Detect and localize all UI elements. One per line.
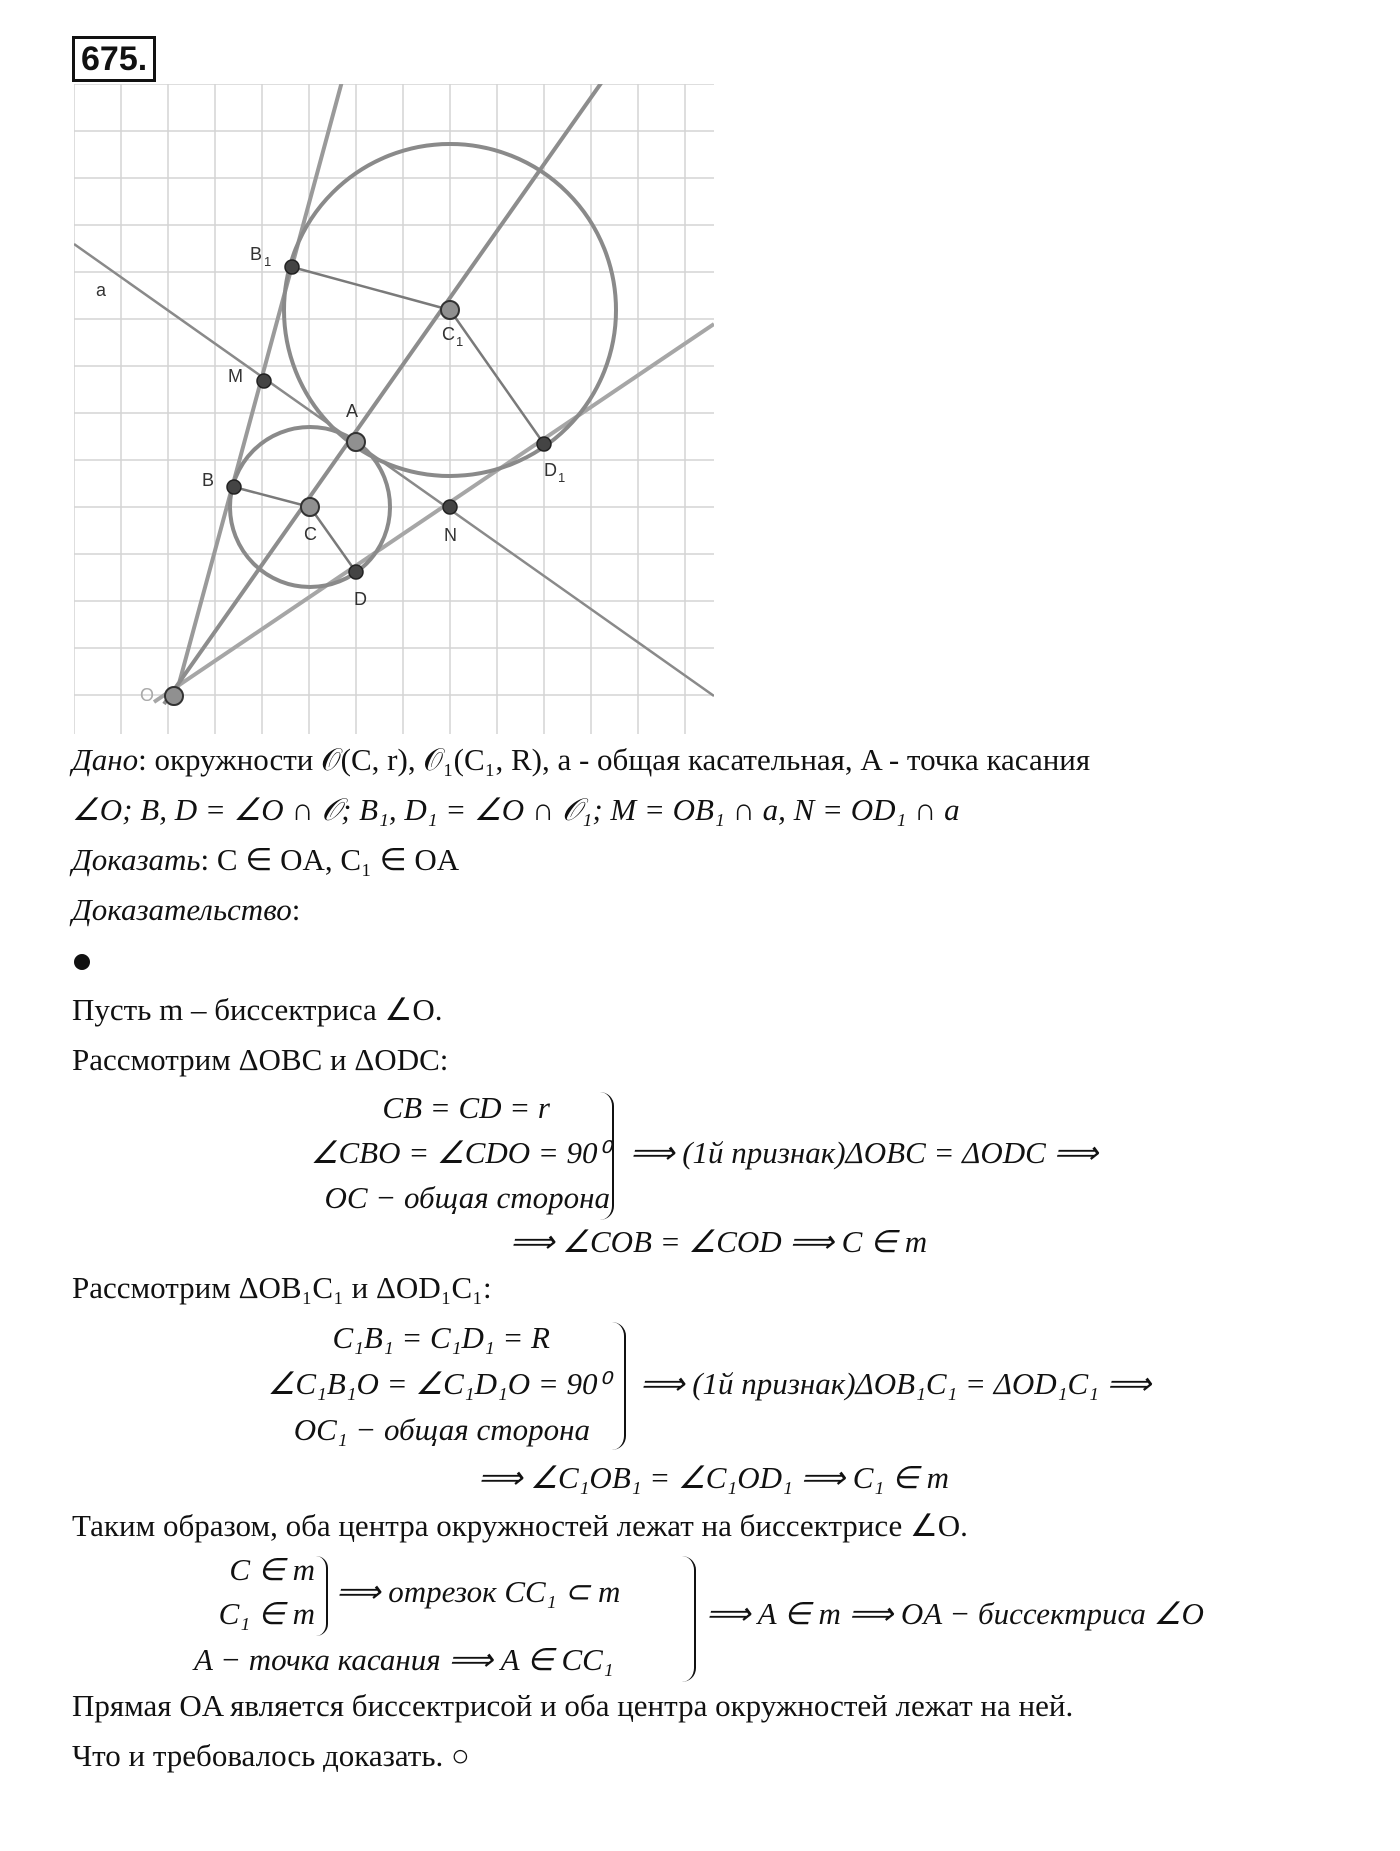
label-b: B — [202, 470, 215, 490]
point-b — [227, 480, 241, 494]
label-a-line: a — [96, 280, 107, 300]
problem-number: 675. — [72, 36, 156, 82]
point-d1 — [537, 437, 551, 451]
label-c: C — [304, 524, 317, 544]
prove-line — [72, 840, 459, 880]
label-d1-sub: 1 — [558, 470, 566, 485]
sys1-brace — [600, 1092, 614, 1220]
sys3-line-1: C ∈ m — [229, 1552, 315, 1587]
line-oc1-bisector — [164, 84, 604, 704]
point-c — [301, 498, 319, 516]
point-d — [349, 565, 363, 579]
point-c1 — [441, 301, 459, 319]
proof-label: Доказательство — [72, 892, 292, 927]
label-n: N — [444, 525, 457, 545]
label-a: A — [346, 401, 359, 421]
bullet-icon — [74, 954, 90, 970]
point-n — [443, 500, 457, 514]
sys1-line-3: OC − общая сторона — [324, 1180, 610, 1215]
point-b1 — [285, 260, 299, 274]
step-conclusion: Прямая OA является биссектрисой и оба центра окружностей лежат на ней. — [72, 1688, 1074, 1723]
sys3-result: ⟹ A ∈ m ⟹ OA − биссектриса ∠O — [706, 1596, 1204, 1631]
sys1-line-1: CB = CD = r — [382, 1090, 550, 1125]
given-label: Дано — [72, 742, 139, 777]
label-c1: C — [442, 324, 455, 344]
label-o: O — [140, 685, 155, 705]
point-a — [347, 433, 365, 451]
sys2-line-3: OC₁ − общая сторона — [293, 1412, 590, 1447]
label-b1-sub: 1 — [264, 254, 272, 269]
tangent-line-a — [74, 244, 714, 696]
sys2-result: ⟹ (1й признак)ΔOB₁C₁ = ΔOD₁C₁ ⟹ — [640, 1366, 1152, 1401]
sys1-continuation: ⟹ ∠COB = ∠COD ⟹ C ∈ m — [510, 1224, 928, 1259]
label-b1: B — [250, 244, 263, 264]
geometry-figure — [74, 84, 714, 734]
grid — [74, 84, 714, 734]
segment-c1b1 — [292, 267, 450, 310]
prove-text: : C ∈ OA, C₁ ∈ OA — [200, 842, 460, 877]
sys3-middle: ⟹ отрезок CC₁ ⊂ m — [336, 1574, 621, 1609]
proof-label-colon: : — [291, 892, 301, 927]
sys1-line-2: ∠CBO = ∠CDO = 90⁰ — [310, 1135, 610, 1170]
step-thus: Таким образом, оба центра окружностей лежат на биссектрисе ∠O. — [72, 1508, 968, 1543]
prove-label: Доказать — [72, 842, 201, 877]
label-d1: D — [544, 460, 557, 480]
step-let: Пусть m – биссектриса ∠O. — [72, 992, 443, 1027]
sys3-line-2: C₁ ∈ m — [218, 1596, 315, 1631]
label-c1-sub: 1 — [456, 334, 464, 349]
given-line-1 — [72, 740, 1090, 780]
given-line-2: ∠O; B, D = ∠O ∩ 𝒪; B₁, D₁ = ∠O ∩ 𝒪₁; M = OB₁ ∩ a, N = OD₁ ∩ a — [72, 792, 960, 827]
sys2-continuation: ⟹ ∠C₁OB₁ = ∠C₁OD₁ ⟹ C₁ ∈ m — [478, 1460, 950, 1495]
sys2-line-1: C₁B₁ = C₁D₁ = R — [332, 1320, 550, 1355]
point-m — [257, 374, 271, 388]
sys3-outer-brace — [682, 1556, 696, 1682]
step-consider-1: Рассмотрим ΔOBC и ΔODC: — [72, 1042, 449, 1077]
proof-heading — [72, 890, 300, 930]
sys3-line-3: A − точка касания ⟹ A ∈ CC₁ — [194, 1642, 614, 1677]
line-ob1 — [174, 84, 344, 702]
step-consider-2: Рассмотрим ΔOB₁C₁ и ΔOD₁C₁: — [72, 1270, 492, 1305]
sys2-brace — [612, 1322, 626, 1450]
step-qed: Что и требовалось доказать. ○ — [72, 1738, 470, 1773]
sys3-inner-brace — [316, 1556, 328, 1636]
sys2-line-2: ∠C₁B₁O = ∠C₁D₁O = 90⁰ — [267, 1366, 610, 1401]
label-d: D — [354, 589, 367, 609]
point-o — [165, 687, 183, 705]
segment-cb — [234, 487, 310, 507]
label-m: M — [228, 366, 243, 386]
sys1-result: ⟹ (1й признак)ΔOBC = ΔODC ⟹ — [630, 1135, 1099, 1170]
given-text: : окружности 𝒪(C, r), 𝒪₁(C₁, R), a - общая касательная, A - точка касания — [138, 742, 1091, 777]
